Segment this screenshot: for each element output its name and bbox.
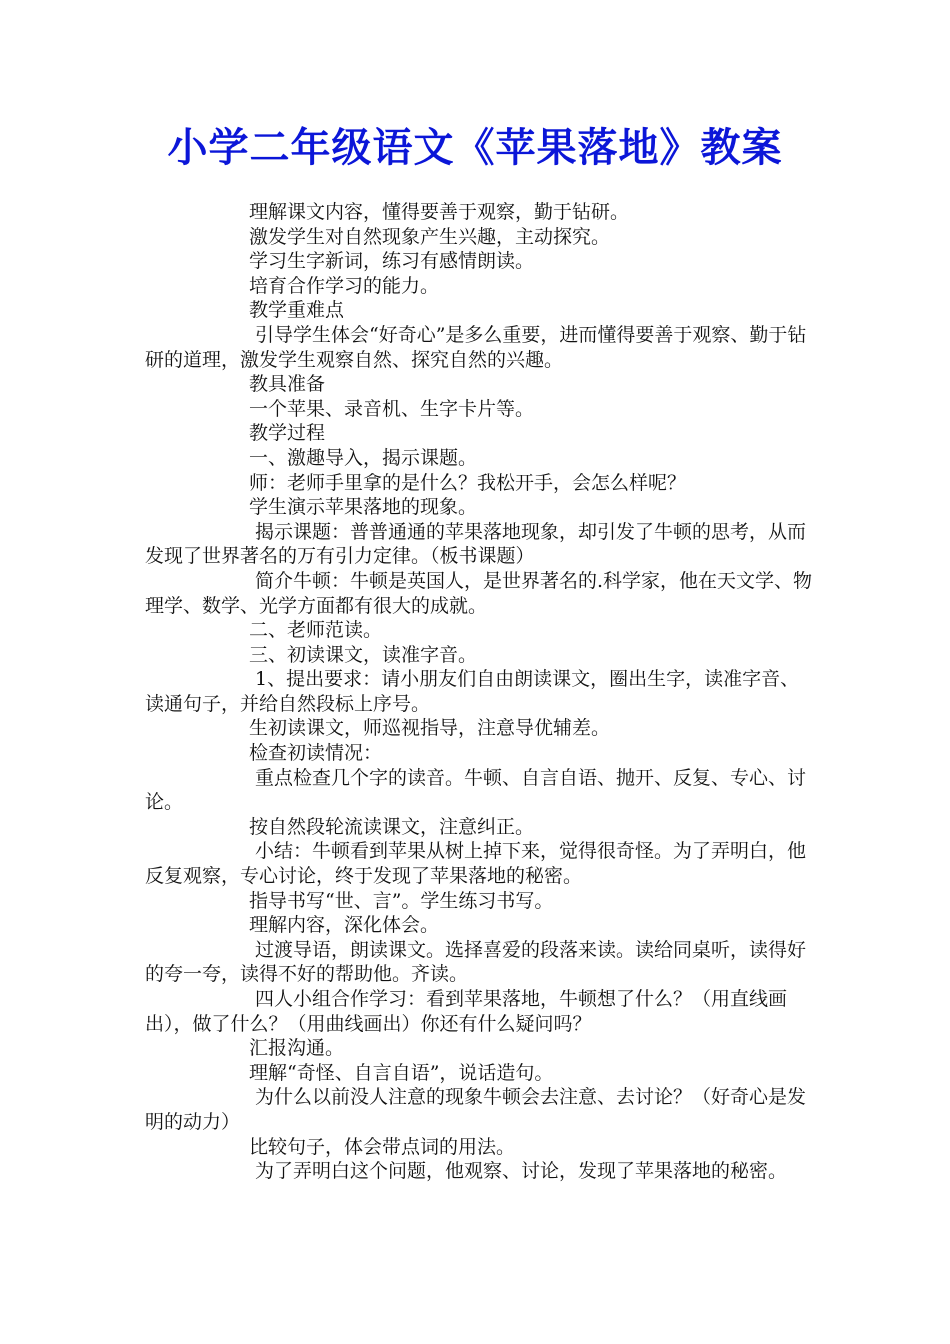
paragraph: 理解课文内容，懂得要善于观察，勤于钻研。 xyxy=(249,201,630,223)
paragraph: 生初读课文，师巡视指导，注意导优辅差。 xyxy=(249,717,611,740)
section-heading: 教具准备 xyxy=(249,373,326,396)
paragraph: 学习生字新词，练习有感情朗读。 xyxy=(249,250,535,273)
paragraph: 检查初读情况： xyxy=(249,742,383,765)
section-heading: 教学过程 xyxy=(249,422,326,445)
paragraph: 三、初读课文，读准字音。 xyxy=(249,643,478,666)
paragraph: 汇报沟通。 xyxy=(249,1037,345,1060)
paragraph: 培育合作学习的能力。 xyxy=(249,274,440,297)
paragraph: 激发学生对自然现象产生兴趣，主动探究。 xyxy=(249,225,611,248)
document-body xyxy=(145,200,815,1184)
paragraph: 引导学生体会“好奇心”是多么重要，进而懂得要善于观察、勤于钻研的道理，激发学生观察自然、探究自然的兴趣。 xyxy=(145,323,807,371)
paragraph: 比较句子，体会带点词的用法。 xyxy=(249,1135,516,1158)
document-title: 小学二年级语文《苹果落地》教案 xyxy=(167,125,783,171)
section-heading: 教学重难点 xyxy=(249,299,345,322)
paragraph: 理解“奇怪、自言自语”，说话造句。 xyxy=(249,1061,554,1084)
paragraph: 学生演示苹果落地的现象。 xyxy=(249,496,478,519)
paragraph: 为了弄明白这个问题，他观察、讨论，发现了苹果落地的秘密。 xyxy=(255,1160,788,1183)
paragraph: 二、老师范读。 xyxy=(249,619,383,642)
paragraph: 一个苹果、录音机、生字卡片等。 xyxy=(249,397,535,420)
paragraph: 指导书写“世、言”。学生练习书写。 xyxy=(249,889,554,912)
paragraph: 小结：牛顿看到苹果从树上掉下来，觉得很奇怪。为了弄明白，他反复观察，专心讨论，终于发现了苹果落地的秘密。 xyxy=(145,840,807,888)
paragraph: 为什么以前没人注意的现象牛顿会去注意、去讨论？（好奇心是发明的动力） xyxy=(145,1086,807,1133)
paragraph: 简介牛顿：牛顿是英国人，是世界著名的.科学家，他在天文学、物理学、数学、光学方面都有很大的成就。 xyxy=(145,569,813,617)
paragraph: 过渡导语，朗读课文。选择喜爱的段落来读。读给同桌听，读得好的夸一夸，读得不好的帮助他。齐读。 xyxy=(145,938,807,986)
paragraph: 理解内容，深化体会。 xyxy=(249,914,440,937)
paragraph: 四人小组合作学习：看到苹果落地，牛顿想了什么？（用直线画出），做了什么？（用曲线画出）你还有什么疑问吗？ xyxy=(145,988,788,1035)
paragraph: 揭示课题：普普通通的苹果落地现象，却引发了牛顿的思考，从而发现了世界著名的万有引力定律。（板书课题） xyxy=(145,520,807,568)
paragraph: 师：老师手里拿的是什么？我松开手，会怎么样呢？ xyxy=(249,471,687,494)
paragraph: 一、激趣导入，揭示课题。 xyxy=(249,446,478,469)
paragraph: 重点检查几个字的读音。牛顿、自言自语、抛开、反复、专心、讨论。 xyxy=(145,766,807,814)
paragraph: 按自然段轮流读课文，注意纠正。 xyxy=(249,815,535,838)
paragraph: 1、提出要求：请小朋友们自由朗读课文，圈出生字，读准字音、读通句子，并给自然段标上序号。 xyxy=(145,668,800,715)
